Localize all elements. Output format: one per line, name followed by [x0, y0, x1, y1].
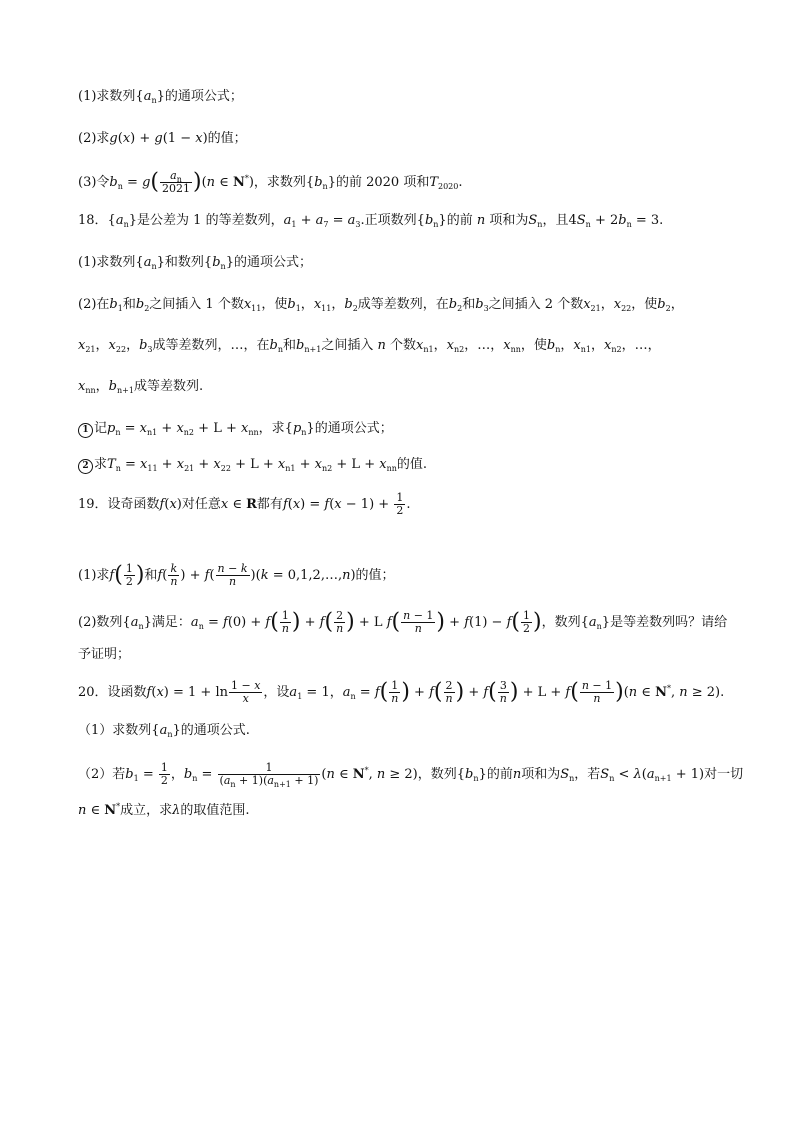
- q17-part1: (1)求数列$\{a_n\}$的通项公式；: [78, 89, 243, 105]
- q19-part1: (1)求f( $\frac{1}{2}$ )和f( $\frac{k}{n}$ ) + f( $\frac{n - k}{n}$ )(k = 0,1,2,…,n)的值；: [78, 562, 395, 588]
- q19-part2-line1: (2)数列$\{a_n\}$满足：$a_n = f(0) + f$( $\frac{1}{n}$ ) + f( $\frac{2}{n}$ ) + L f( $\frac{n - 1}{n}$ ) + f(1) − f( $\frac{1}{2}$ )，数列$\{a_n\}$是等差数列吗？请给: [78, 609, 728, 635]
- q18-part1: (1)求数列$\{a_n\}$和数列$\{b_n\}$的通项公式；: [78, 255, 312, 271]
- q17-part2: (2)求g(x) + g(1 − x)的值；: [78, 131, 247, 146]
- q19-line1: 19．设奇函数f(x)对任意x ∈ R都有f(x) = f(x − 1) + $\frac{1}{2}$ .: [78, 491, 411, 517]
- q20-part2-line1: （2）若$b_1$ = $\frac{1}{2}$ ，$b_n$ = $\frac{1}{(a_n + 1)(a_{n+1} + 1)}$ (n ∈ N*, n ≥ 2)，数列$\{b_n\}$的前n项和为$S_n$，若$S_n < \lambda(a_{n+1} + 1)$对一切: [78, 761, 744, 789]
- q20-line1: 20．设函数f(x) = 1 + ln $\frac{1 - x}{x}$ ，设$a_1 = 1$，$a_n = f$( $\frac{1}{n}$ ) + f( $\frac{2}{n}$ ) + f( $\frac{3}{n}$ ) + L + f( $\frac{n - 1}{n}$ )(n ∈ N*, n ≥ 2).: [78, 679, 725, 705]
- q20-part2-line2: n ∈ N*成立，求λ的取值范围.: [78, 802, 250, 818]
- q18-sub1: 1 记$p_n = x_{n1} + x_{n2} + L + x_{nn}$，求$\{p_n\}$的通项公式；: [78, 420, 393, 438]
- q18-line1: 18．$\{a_n\}$是公差为 1 的等差数列，$a_1 + a_7 = a_3$.正项数列$\{b_n\}$的前 n 项和为$S_n$，且$4S_n + 2b_n = 3$.: [78, 213, 664, 229]
- q20-part1: （1）求数列$\{a_n\}$的通项公式.: [78, 723, 250, 739]
- q17-part3: (3)令$b_n = g$( $\frac{a_n}{2021}$ )(n ∈ N*)，求数列$\{b_n\}$的前 2020 项和$T_{2020}$.: [78, 169, 463, 195]
- q18-sub2: 2 求$T_n = x_{11} + x_{21} + x_{22} + L + x_{n1} + x_{n2} + L + x_{nn}$的值.: [78, 456, 427, 474]
- q18-part2-line3: $x_{nn}$，$b_{n+1}$成等差数列.: [78, 379, 204, 395]
- q18-part2-line2: $x_{21}$，$x_{22}$，$b_3$成等差数列，…，在$b_n$和$b_{n+1}$之间插入 n 个数$x_{n1}$，$x_{n2}$，…，$x_{nn}$，使$b_n$，$x_{n1}$，$x_{n2}$，…，: [78, 338, 661, 354]
- circled-number-1: 1: [78, 423, 93, 438]
- q18-part2-line1: (2)在$b_1$和$b_2$之间插入 1 个数$x_{11}$，使$b_1$，$x_{11}$，$b_2$成等差数列，在$b_2$和$b_3$之间插入 2 个数$x_{21}$，$x_{22}$，使$b_2$，: [78, 297, 684, 313]
- q19-part2-line2: 予证明；: [78, 647, 131, 662]
- circled-number-2: 2: [78, 459, 93, 474]
